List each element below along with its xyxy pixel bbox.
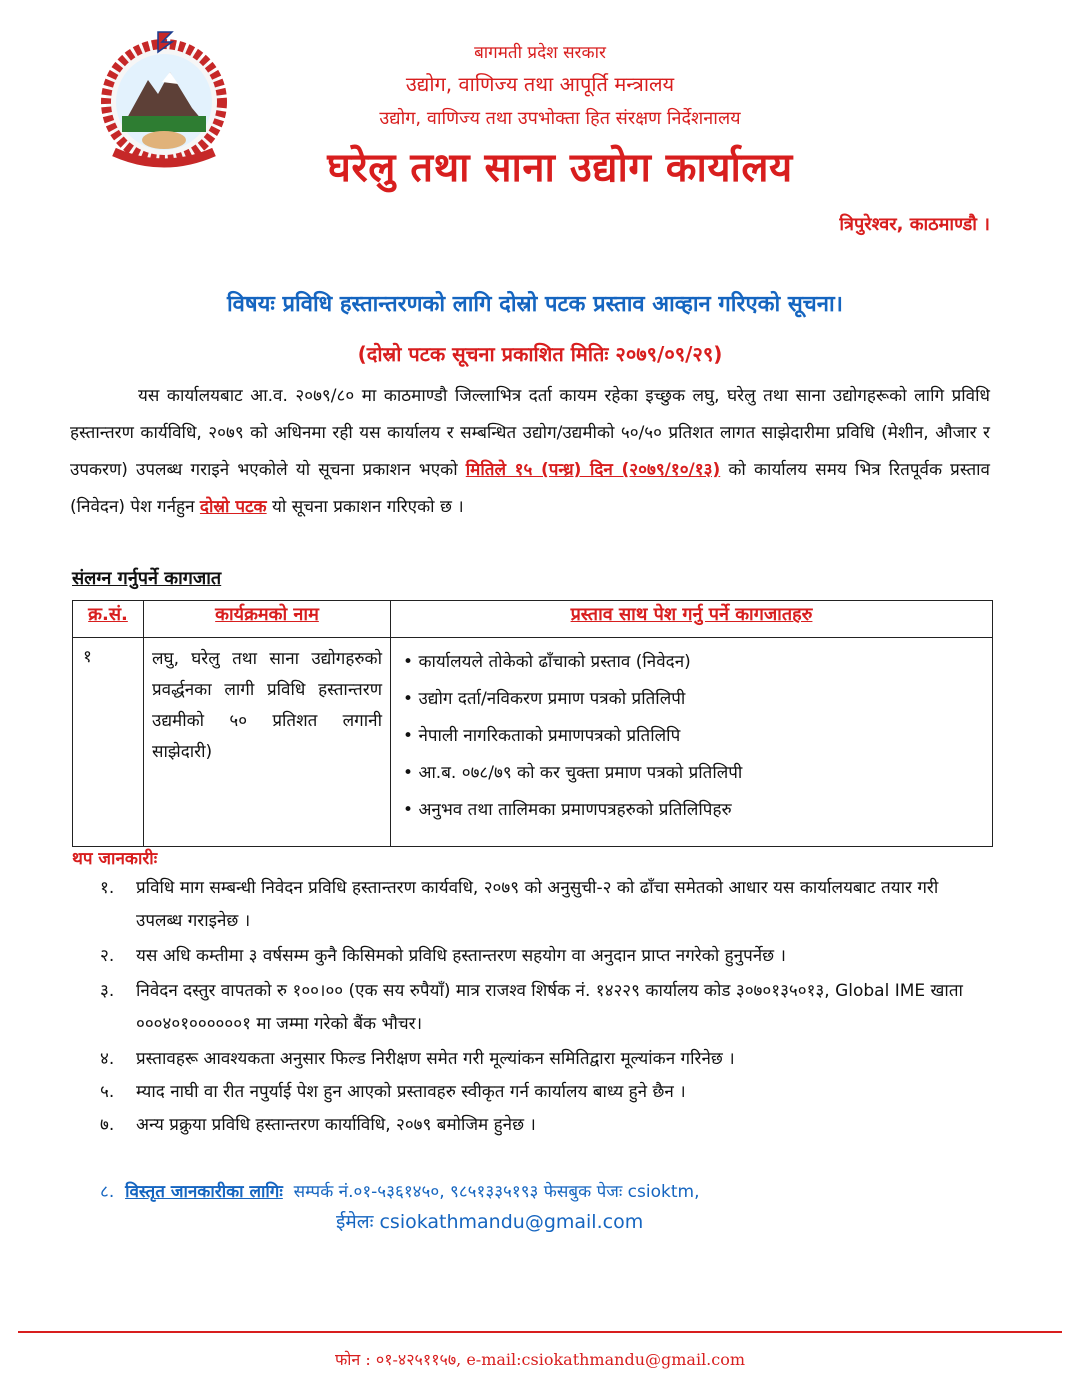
email-line bbox=[336, 1208, 643, 1234]
email-label: ईमेलः bbox=[336, 1211, 374, 1233]
note-number: ५. bbox=[100, 1082, 115, 1102]
body-text-3: यो सूचना प्रकाशन गरिएको छ । bbox=[272, 497, 464, 517]
note-text: अन्य प्रक्रुया प्रविधि हस्तान्तरण कार्याविधि, २०७९ बमोजिम हुनेछ । bbox=[136, 1115, 536, 1135]
document-item: • उद्योग दर्ता/नविकरण प्रमाण पत्रको प्रतिलिपी bbox=[403, 681, 984, 718]
note-item bbox=[100, 940, 970, 973]
footer-contact: फोन : ०१-४२५११५७, e-mail:csiokathmandu@gmail.com bbox=[334, 1350, 746, 1369]
govt-name: बागमती प्रदेश सरकार bbox=[474, 43, 606, 63]
note-number: १. bbox=[100, 878, 115, 898]
document-item: • नेपाली नागरिकताको प्रमाणपत्रको प्रतिलिपि bbox=[403, 718, 984, 755]
document-item: • कार्यालयले तोकेको ढाँचाको प्रस्ताव (निवेदन) bbox=[403, 644, 984, 681]
deadline-text: मितिले १५ (पन्ध्र) दिन (२०७९/१०/१३) bbox=[465, 460, 721, 480]
note-item bbox=[100, 1076, 970, 1109]
email-address[interactable]: csiokathmandu@gmail.com bbox=[379, 1211, 644, 1233]
note-number: ७. bbox=[100, 1115, 115, 1135]
note-text: प्रस्तावहरू आवश्यकता अनुसार फिल्ड निरीक्षण समेत गरी मूल्यांकन समितिद्वारा मूल्यांकन गरिनेछ । bbox=[136, 1049, 735, 1069]
note-text: म्याद नाघी वा रीत नपुर्याई पेश हुन आएको प्रस्तावहरु स्वीकृत गर्न कार्यालय बाध्य हुने छैन । bbox=[136, 1082, 686, 1102]
directorate-name: उद्योग, वाणिज्य तथा उपभोक्ता हित संरक्षण निर्देशनालय bbox=[379, 108, 741, 129]
row-program: लघु, घरेलु तथा साना उद्योगहरुको प्रवर्द्धनका लागी प्रविधि हस्तान्तरण उद्यमीको ५० प्रतिशत लगानी साझेदारी) bbox=[144, 638, 391, 847]
ministry-name: उद्योग, वाणिज्य तथा आपूर्ति मन्त्रालय bbox=[405, 72, 675, 96]
col-program: कार्यक्रमको नाम bbox=[144, 601, 391, 638]
documents-table bbox=[72, 600, 993, 847]
body-text-2: को कार्यालय समय भित्र रितपूर्वक प्रस्ताव (निवेदन) पेश गर्नहुन bbox=[70, 460, 990, 517]
contact-details: सम्पर्क नं.०१-५३६१४५०, ९८५१३३५१९३ फेसबुक पेजः csioktm, bbox=[293, 1182, 700, 1202]
note-item bbox=[100, 872, 970, 938]
note-number: २. bbox=[100, 946, 115, 966]
note-number: ३. bbox=[100, 981, 115, 1001]
notice-subject: विषयः प्रविधि हस्तान्तरणको लागि दोस्रो पटक प्रस्ताव आव्हान गरिएको सूचना। bbox=[226, 292, 843, 317]
note-item bbox=[100, 1043, 970, 1076]
notice-body bbox=[70, 378, 990, 526]
notes-list bbox=[100, 872, 970, 1142]
contact-number: ८. bbox=[100, 1182, 115, 1202]
body-text-1: यस कार्यालयबाट आ.व. २०७९/८० मा काठमाण्डौ जिल्लाभित्र दर्ता कायम रहेका इच्छुक लघु, घरेलु तथा साना उद्योगहरूको लागि प्रविधि हस्तान्तरण कार्यविधि, २०७९ को अधिनमा रही यस कार्यालय र सम्बन्धित उद्योग/उद्यमीको ५०/५० प्रतिशत लागत साझेदारीमा प्रविधि (मेशीन, औजार र उपकरण) उपलब्ध गराइने भएकोले यो सूचना प्रकाशन भएको bbox=[70, 386, 990, 480]
office-location: त्रिपुरेश्वर, काठमाण्डौ । bbox=[839, 214, 990, 235]
note-number: ४. bbox=[100, 1049, 115, 1069]
office-title: घरेलु तथा साना उद्योग कार्यालय bbox=[327, 145, 793, 191]
col-documents: प्रस्ताव साथ पेश गर्नु पर्ने कागजातहरु bbox=[391, 601, 993, 638]
table-header-row bbox=[73, 601, 993, 638]
note-item bbox=[100, 975, 970, 1041]
document-item: • अनुभव तथा तालिमका प्रमाणपत्रहरुको प्रतिलिपिहरु bbox=[403, 792, 984, 829]
table-row bbox=[73, 638, 993, 847]
row-serial: १ bbox=[73, 638, 144, 847]
col-serial: क्र.सं. bbox=[73, 601, 144, 638]
note-text: यस अधि कम्तीमा ३ वर्षसम्म कुनै किसिमको प्रविधि हस्तान्तरण सहयोग वा अनुदान प्राप्त नगरेको हुनुपर्नेछ । bbox=[136, 946, 786, 966]
note-text: निवेदन दस्तुर वापतको रु १००।०० (एक सय रुपैयाँ) मात्र राजश्व शिर्षक नं. १४२२९ कार्यालय कोड ३०७०१३५०१३, Global IME खाता ०००४०१००००००१ मा जम्मा गरेको बैंक भौचर। bbox=[136, 981, 963, 1034]
contact-line bbox=[100, 1172, 699, 1212]
contact-label: विस्तृत जानकारीका लागिः bbox=[125, 1182, 283, 1202]
footer-divider bbox=[18, 1331, 1062, 1333]
row-documents bbox=[391, 638, 993, 847]
attachments-heading: संलग्न गर्नुपर्ने कागजात bbox=[72, 568, 222, 589]
more-info-heading: थप जानकारीः bbox=[72, 849, 158, 869]
published-date: (दोस्रो पटक सूचना प्रकाशित मितिः २०७९/०९/२९) bbox=[357, 342, 723, 366]
note-item bbox=[100, 1109, 970, 1142]
note-text: प्रविधि माग सम्बन्धी निवेदन प्रविधि हस्तान्तरण कार्यवधि, २०७९ को अनुसुची-२ को ढाँचा समेतको आधार यस कार्यालयबाट तयार गरी उपलब्ध गराइनेछ । bbox=[136, 878, 939, 931]
second-time-text: दोस्रो पटक bbox=[199, 497, 267, 517]
document-item: • आ.ब. ०७८/७९ को कर चुक्ता प्रमाण पत्रको प्रतिलिपी bbox=[403, 755, 984, 792]
